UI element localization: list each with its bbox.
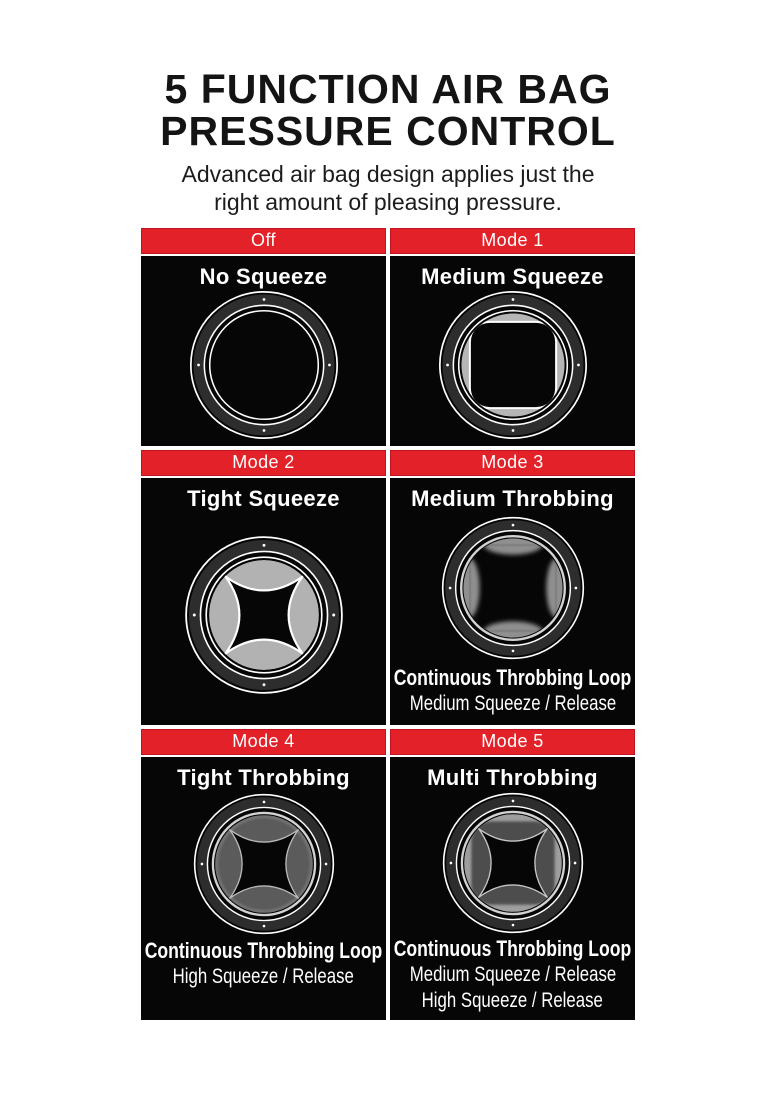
mode-card-off [141, 228, 386, 446]
subtitle-line1: Advanced air bag design applies just the [181, 161, 595, 188]
page-subtitle [0, 160, 776, 216]
mode-card-mode5 [390, 729, 635, 1020]
caption-line: Continuous Throbbing Loop [144, 937, 383, 963]
caption-line: High Squeeze / Release [172, 964, 355, 988]
mode-card-mode4 [141, 729, 386, 1020]
mode-card-mode3 [390, 450, 635, 725]
airbag-ring-diagram-tight-throbbing [191, 791, 337, 937]
airbag-ring-diagram-medium-squeeze [436, 288, 590, 442]
mode-card-mode2 [141, 450, 386, 725]
mode-panel-mode5 [390, 757, 635, 1020]
mode-panel-off [141, 256, 386, 446]
mode-panel-mode1 [390, 256, 635, 446]
caption-line: Medium Squeeze / Release [409, 962, 616, 986]
mode-header-label: Mode 2 [232, 452, 295, 473]
mode-title: Medium Throbbing [411, 485, 614, 511]
mode-captions [364, 665, 661, 717]
airbag-ring-diagram-medium-throbbing [439, 514, 587, 662]
mode-panel-mode3 [390, 478, 635, 725]
airbag-ring-diagram-tight-squeeze [182, 533, 346, 697]
modes-grid [141, 228, 635, 1020]
diagram-wrap [191, 791, 337, 938]
mode-header-label: Mode 3 [481, 452, 544, 473]
mode-header-mode2 [141, 450, 386, 476]
caption-line: Continuous Throbbing Loop [393, 664, 632, 690]
mode-title: No Squeeze [199, 263, 328, 289]
diagram-wrap [436, 290, 590, 440]
mode-panel-mode4 [141, 757, 386, 1020]
mode-header-label: Off [251, 230, 276, 251]
mode-title: Multi Throbbing [427, 764, 598, 790]
mode-header-label: Mode 1 [481, 230, 544, 251]
mode-title: Medium Squeeze [421, 263, 604, 289]
airbag-ring-diagram-multi-throbbing [440, 790, 586, 936]
diagram-wrap [187, 290, 341, 440]
mode-header-mode5 [390, 729, 635, 755]
mode-header-label: Mode 5 [481, 731, 544, 752]
mode-captions [364, 936, 661, 1014]
subtitle-line2: right amount of pleasing pressure. [214, 189, 562, 216]
diagram-wrap [440, 791, 586, 936]
mode-header-off [141, 228, 386, 254]
mode-title: Tight Throbbing [177, 764, 350, 790]
mode-header-mode4 [141, 729, 386, 755]
mode-header-label: Mode 4 [232, 731, 295, 752]
title-block [0, 0, 776, 217]
caption-line: Continuous Throbbing Loop [393, 935, 632, 961]
mode-title: Tight Squeeze [187, 485, 340, 511]
airbag-ring-diagram-off [187, 288, 341, 442]
diagram-wrap [439, 512, 587, 665]
mode-header-mode1 [390, 228, 635, 254]
mode-panel-mode2 [141, 478, 386, 725]
diagram-wrap [182, 512, 346, 719]
mode-card-mode1 [390, 228, 635, 446]
page-title-line2: PRESSURE CONTROL [160, 108, 616, 155]
caption-line: Medium Squeeze / Release [409, 691, 616, 715]
caption-line: High Squeeze / Release [421, 988, 604, 1012]
mode-header-mode3 [390, 450, 635, 476]
page-title-line1: 5 FUNCTION AIR BAG [164, 66, 612, 112]
